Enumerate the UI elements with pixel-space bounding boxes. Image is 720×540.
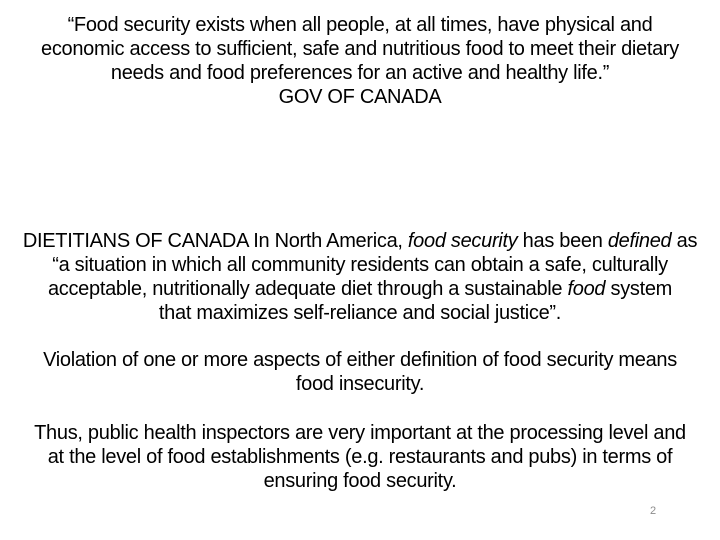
- dietitians-line-1-prefix: DIETITIANS OF CANADA In North America,: [22, 230, 408, 252]
- dietitians-line-1: [20, 229, 700, 253]
- violation-paragraph: [20, 348, 700, 396]
- violation-line-2: food insecurity.: [295, 373, 425, 395]
- page-number: 2: [650, 505, 657, 517]
- dietitians-line-3: [20, 277, 700, 301]
- dietitians-line-4: that maximizes self-reliance and social justice”.: [158, 302, 562, 324]
- term-food-security: food security: [407, 230, 518, 252]
- dietitians-definition: [20, 229, 700, 325]
- gov-canada-quote: [20, 13, 700, 109]
- quote-line-3: needs and food preferences for an active and healthy life.”: [110, 62, 610, 84]
- dietitians-line-1-suffix: as: [671, 230, 698, 252]
- inspectors-line-2: at the level of food establishments (e.g. restaurants and pubs) in terms of: [47, 446, 673, 468]
- dietitians-line-3-prefix: acceptable, nutritionally adequate diet through a sustainable: [47, 278, 568, 300]
- term-food: food: [567, 278, 606, 300]
- inspectors-line-3: ensuring food security.: [263, 470, 457, 492]
- quote-line-1: “Food security exists when all people, at all times, have physical and: [67, 14, 653, 36]
- violation-line-1: Violation of one or more aspects of either definition of food security means: [43, 349, 677, 371]
- dietitians-line-3-suffix: system: [605, 278, 673, 300]
- dietitians-line-2: “a situation in which all community residents can obtain a safe, culturally: [52, 254, 668, 276]
- dietitians-line-1-mid: has been: [517, 230, 608, 252]
- quote-line-2: economic access to sufficient, safe and nutritious food to meet their dietary: [41, 38, 679, 60]
- term-defined: defined: [607, 230, 672, 252]
- quote-attribution: GOV OF CANADA: [278, 86, 442, 108]
- inspectors-paragraph: [20, 421, 700, 493]
- inspectors-line-1: Thus, public health inspectors are very important at the processing level and: [34, 422, 686, 444]
